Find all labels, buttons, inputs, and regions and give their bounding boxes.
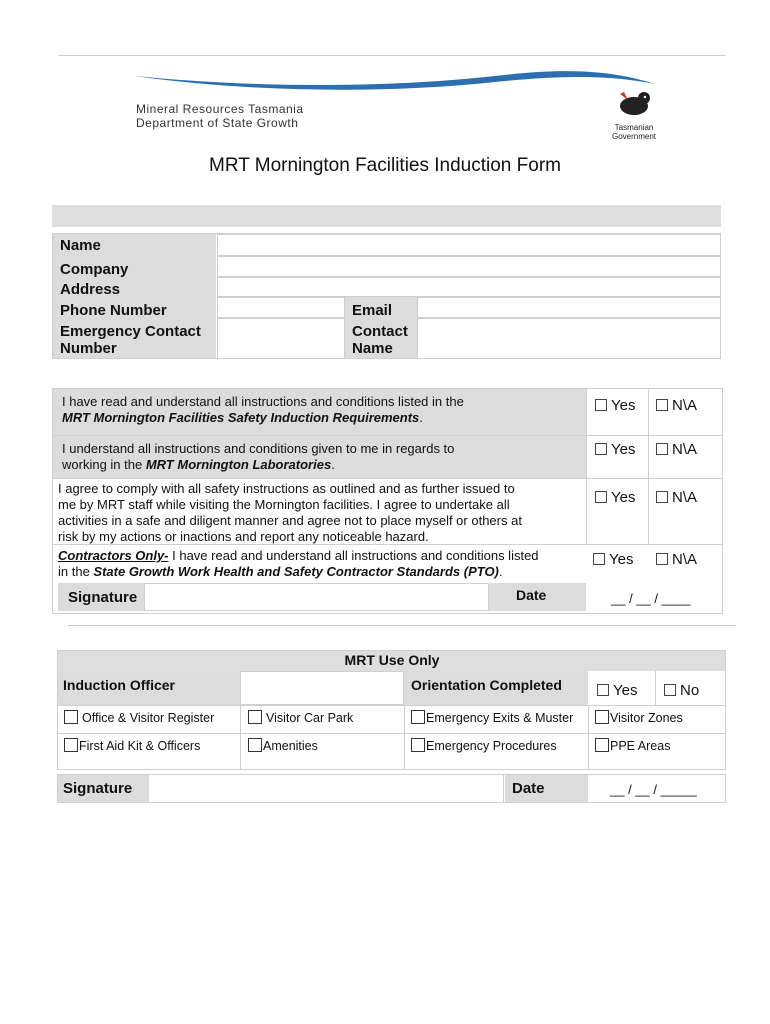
na-label: N\A: [672, 551, 698, 568]
orientation-no[interactable]: [664, 682, 699, 699]
divider: [53, 478, 723, 479]
declaration-3-na[interactable]: [656, 489, 697, 506]
checklist-item[interactable]: [64, 710, 214, 725]
declaration-1-bold: MRT Mornington Facilities Safety Induction Requirements: [62, 410, 420, 425]
declaration-4-yes[interactable]: [593, 551, 633, 568]
signature-label: Signature: [68, 589, 138, 606]
org-name: [136, 102, 304, 130]
yes-label: Yes: [609, 551, 634, 568]
gov-logo: [606, 88, 662, 141]
mrt-signature-field[interactable]: [149, 775, 504, 802]
contact-name-field[interactable]: [417, 318, 721, 359]
checkbox-icon[interactable]: [656, 491, 668, 503]
yes-label: Yes: [611, 489, 636, 506]
checklist-item[interactable]: [64, 738, 200, 753]
declaration-3-line-3: activities in a safe and diligent manner and agree not to place myself or others at: [58, 513, 522, 528]
declaration-3-line-1: I agree to comply with all safety instructions as outlined and as further issued to: [58, 481, 515, 496]
checklist-item[interactable]: [248, 738, 318, 753]
declaration-1-yes[interactable]: [595, 397, 635, 414]
no-label: No: [680, 682, 700, 699]
checkbox-icon[interactable]: [664, 684, 676, 696]
declaration-4-suffix: .: [498, 564, 503, 579]
emergency-number-field[interactable]: [217, 318, 345, 359]
address-field[interactable]: [217, 277, 721, 297]
company-field[interactable]: [217, 256, 721, 277]
declaration-1-text: [62, 394, 582, 426]
induction-officer-label: Induction Officer: [63, 677, 175, 693]
na-label: N\A: [672, 489, 698, 506]
mrt-title: MRT Use Only: [344, 652, 440, 668]
checkbox-icon[interactable]: [64, 738, 78, 752]
checklist-item-label: Amenities: [263, 739, 318, 753]
checklist-item[interactable]: [411, 710, 573, 725]
checklist-item[interactable]: [411, 738, 557, 753]
declaration-3-yes[interactable]: [595, 489, 635, 506]
checkbox-icon[interactable]: [411, 710, 425, 724]
divider: [58, 733, 725, 734]
phone-label: Phone Number: [60, 302, 167, 319]
divider: [240, 705, 241, 769]
section-divider: [68, 625, 736, 626]
declaration-2-prefix: working in the: [62, 457, 146, 472]
declaration-2-bold: MRT Mornington Laboratories: [145, 457, 332, 472]
checklist-item-label: Office & Visitor Register: [82, 711, 215, 725]
name-label: Name: [60, 237, 101, 254]
checklist-item-label: Visitor Zones: [610, 711, 683, 725]
emergency-label-line-2: Number: [60, 340, 117, 357]
swoosh-logo: [135, 66, 665, 94]
top-rule: [58, 55, 726, 56]
checkbox-icon[interactable]: [597, 684, 609, 696]
checkbox-icon[interactable]: [595, 443, 607, 455]
tasmanian-devil-icon: [614, 88, 654, 118]
declaration-2-line-1: I understand all instructions and conditions given to me in regards to: [62, 441, 455, 456]
declaration-1-line-1: I have read and understand all instructions and conditions listed in the: [62, 394, 464, 409]
checkbox-icon[interactable]: [595, 491, 607, 503]
contact-label-line-2: Name: [352, 340, 393, 357]
yes-label: Yes: [611, 397, 636, 414]
gov-line-2: Government: [611, 132, 657, 141]
checklist-item-label: Visitor Car Park: [266, 711, 354, 725]
checklist-item[interactable]: [248, 710, 353, 725]
yes-label: Yes: [611, 441, 636, 458]
checkbox-icon[interactable]: [595, 710, 609, 724]
email-label: Email: [352, 302, 393, 319]
declaration-3-text: [58, 481, 586, 545]
section-banner: [52, 205, 721, 227]
mrt-date-field[interactable]: __ / __ / _____: [610, 782, 697, 797]
divider: [588, 705, 589, 769]
checkbox-icon[interactable]: [656, 443, 668, 455]
na-label: N\A: [672, 441, 698, 458]
page-title: MRT Mornington Facilities Induction Form: [209, 155, 561, 176]
emergency-contact-label: [60, 323, 201, 357]
orientation-yes[interactable]: [597, 682, 637, 699]
declaration-4-line-1: I have read and understand all instructions and conditions listed: [168, 548, 539, 563]
checkbox-icon[interactable]: [595, 738, 609, 752]
checkbox-icon[interactable]: [656, 399, 668, 411]
declaration-1-suffix: .: [419, 410, 423, 425]
company-label: Company: [60, 261, 129, 278]
declaration-4-bold: State Growth Work Health and Safety Contractor Standards (PTO): [93, 564, 499, 579]
org-line-1: Mineral Resources Tasmania: [136, 102, 304, 116]
divider: [586, 389, 587, 544]
mrt-signature-label: Signature: [63, 780, 133, 797]
checklist-item-label: Emergency Exits & Muster: [426, 711, 574, 725]
mrt-date-label: Date: [512, 780, 545, 797]
declaration-2-suffix: .: [331, 457, 335, 472]
checkbox-icon[interactable]: [595, 399, 607, 411]
email-field[interactable]: [417, 297, 721, 318]
declaration-4-text: [58, 548, 588, 580]
gov-line-1: Tasmanian: [614, 123, 654, 132]
divider: [655, 671, 656, 705]
checklist-item[interactable]: [595, 710, 683, 725]
date-label: Date: [516, 587, 547, 603]
induction-officer-field[interactable]: [240, 671, 404, 705]
divider: [58, 705, 725, 706]
checkbox-icon[interactable]: [248, 738, 262, 752]
signature-field[interactable]: [144, 583, 489, 611]
checkbox-icon[interactable]: [64, 710, 78, 724]
address-label: Address: [60, 281, 121, 298]
declaration-2-text: [62, 441, 582, 473]
declaration-4-prefix: in the: [58, 564, 94, 579]
contact-label-line-1: Contact: [352, 323, 408, 340]
phone-field[interactable]: [217, 297, 345, 318]
divider: [53, 435, 723, 436]
checklist-item-label: First Aid Kit & Officers: [79, 739, 201, 753]
checklist-item[interactable]: [595, 738, 670, 753]
declaration-3-line-4: risk by my actions or inactions and report any noticeable hazard.: [58, 529, 429, 544]
declaration-1-na[interactable]: [656, 397, 697, 414]
yes-label: Yes: [613, 682, 638, 699]
contractors-only-label: Contractors Only-: [58, 548, 169, 563]
declaration-2-yes[interactable]: [595, 441, 635, 458]
name-field[interactable]: [217, 234, 721, 256]
na-label: N\A: [672, 397, 698, 414]
checkbox-icon[interactable]: [248, 710, 262, 724]
emergency-label-line-1: Emergency Contact: [60, 323, 201, 340]
declaration-4-na[interactable]: [656, 551, 697, 568]
checklist-item-label: Emergency Procedures: [426, 739, 557, 753]
orientation-label: Orientation Completed: [411, 677, 562, 693]
checkbox-icon[interactable]: [656, 553, 668, 565]
checklist-item-label: PPE Areas: [610, 739, 671, 753]
declaration-2-na[interactable]: [656, 441, 697, 458]
declaration-3-line-2: me by MRT staff while visiting the Mornington facilities. I agree to undertake all: [58, 497, 510, 512]
divider: [648, 389, 649, 544]
org-line-2: Department of State Growth: [136, 116, 299, 130]
divider: [404, 705, 405, 769]
contact-name-label: [352, 323, 408, 357]
checkbox-icon[interactable]: [411, 738, 425, 752]
checkbox-icon[interactable]: [593, 553, 605, 565]
date-field[interactable]: __ / __ / ____: [611, 591, 691, 606]
